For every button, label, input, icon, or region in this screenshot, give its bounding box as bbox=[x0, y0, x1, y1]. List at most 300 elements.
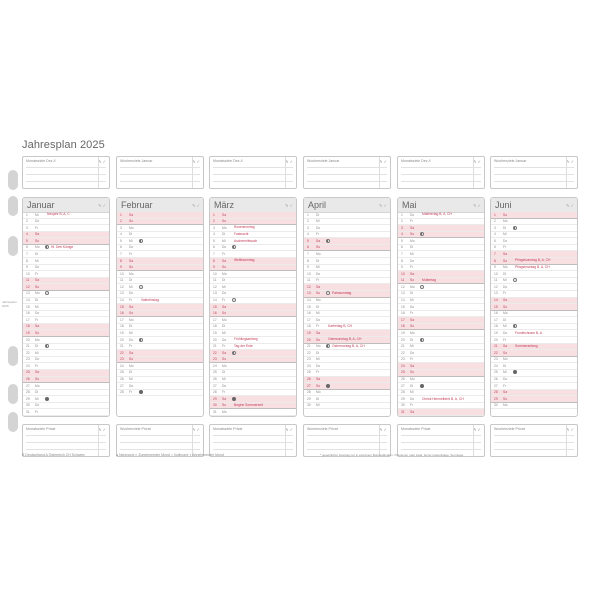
day-row[interactable] bbox=[23, 245, 109, 252]
day-row[interactable] bbox=[398, 337, 484, 344]
day-row[interactable] bbox=[304, 363, 390, 370]
day-row[interactable] bbox=[398, 284, 484, 291]
day-row[interactable] bbox=[398, 225, 484, 232]
day-number: 22 bbox=[307, 350, 311, 355]
day-row[interactable] bbox=[398, 311, 484, 318]
weekday-abbr: Do bbox=[35, 403, 40, 408]
day-row[interactable] bbox=[117, 219, 203, 226]
day-row[interactable] bbox=[23, 284, 109, 291]
day-row[interactable] bbox=[210, 225, 296, 232]
day-number: 15 bbox=[401, 304, 405, 309]
writing-line bbox=[401, 449, 481, 450]
day-row[interactable] bbox=[117, 337, 203, 344]
side-note: Jahresplan 2025 bbox=[2, 300, 17, 308]
day-number: 13 bbox=[307, 291, 311, 296]
day-row[interactable] bbox=[304, 317, 390, 324]
day-row[interactable] bbox=[23, 377, 109, 384]
day-row[interactable] bbox=[304, 344, 390, 351]
month-column bbox=[209, 197, 297, 417]
weekday-abbr: Di bbox=[503, 225, 507, 230]
weekday-abbr: Sa bbox=[129, 258, 134, 263]
day-row[interactable] bbox=[398, 344, 484, 351]
day-number: 3 bbox=[120, 225, 122, 230]
day-row[interactable] bbox=[210, 271, 296, 278]
day-row[interactable] bbox=[210, 245, 296, 252]
binder-hole bbox=[8, 236, 18, 256]
day-row[interactable] bbox=[210, 409, 296, 416]
day-row[interactable] bbox=[398, 291, 484, 298]
goals-box-label: Monatsziele Privat bbox=[213, 427, 243, 431]
day-row[interactable] bbox=[491, 330, 577, 337]
day-row[interactable] bbox=[491, 271, 577, 278]
day-row[interactable] bbox=[117, 390, 203, 397]
day-number: 19 bbox=[120, 330, 124, 335]
day-row[interactable] bbox=[210, 258, 296, 265]
day-row[interactable] bbox=[210, 278, 296, 285]
day-number: 12 bbox=[120, 284, 124, 289]
day-row[interactable] bbox=[210, 377, 296, 384]
day-row[interactable] bbox=[304, 311, 390, 318]
day-row[interactable] bbox=[304, 245, 390, 252]
day-row[interactable] bbox=[117, 271, 203, 278]
day-row[interactable] bbox=[398, 396, 484, 403]
day-row[interactable] bbox=[23, 396, 109, 403]
weekday-abbr: Do bbox=[503, 330, 508, 335]
day-row[interactable] bbox=[398, 403, 484, 410]
day-row[interactable] bbox=[304, 370, 390, 377]
day-row[interactable] bbox=[398, 304, 484, 311]
day-row[interactable] bbox=[491, 337, 577, 344]
month-header bbox=[491, 198, 577, 213]
monthly-goals-box[interactable] bbox=[397, 156, 485, 189]
day-row[interactable] bbox=[398, 298, 484, 305]
weekday-abbr: Fr bbox=[503, 383, 507, 388]
weekday-abbr: Sa bbox=[410, 317, 415, 322]
day-row[interactable] bbox=[117, 258, 203, 265]
day-row[interactable] bbox=[117, 238, 203, 245]
weekday-abbr: Do bbox=[129, 245, 134, 250]
day-row[interactable] bbox=[210, 383, 296, 390]
writing-line bbox=[401, 174, 481, 175]
day-row[interactable] bbox=[491, 238, 577, 245]
holiday-label: Ostermontag B, A, CH bbox=[332, 343, 365, 348]
day-row[interactable] bbox=[210, 344, 296, 351]
day-row[interactable] bbox=[491, 265, 577, 272]
day-row[interactable] bbox=[398, 357, 484, 364]
day-row[interactable] bbox=[304, 357, 390, 364]
day-row[interactable] bbox=[117, 363, 203, 370]
day-row[interactable] bbox=[491, 278, 577, 285]
weekday-abbr: Fr bbox=[316, 232, 320, 237]
day-row[interactable] bbox=[23, 238, 109, 245]
day-row[interactable] bbox=[117, 278, 203, 285]
day-row[interactable] bbox=[491, 377, 577, 384]
day-row[interactable] bbox=[210, 350, 296, 357]
monthly-goals-box[interactable] bbox=[116, 156, 204, 189]
day-number: 16 bbox=[307, 311, 311, 316]
day-row[interactable] bbox=[117, 291, 203, 298]
day-row[interactable] bbox=[117, 311, 203, 318]
day-row[interactable] bbox=[117, 350, 203, 357]
weekday-abbr: So bbox=[35, 377, 40, 382]
day-row[interactable] bbox=[210, 357, 296, 364]
day-row[interactable] bbox=[491, 284, 577, 291]
day-number: 31 bbox=[213, 409, 217, 414]
day-row[interactable] bbox=[304, 271, 390, 278]
day-number: 24 bbox=[307, 363, 311, 368]
day-row[interactable] bbox=[304, 298, 390, 305]
moon-phase-icon bbox=[326, 291, 330, 295]
day-row[interactable] bbox=[398, 245, 484, 252]
day-number: 27 bbox=[213, 383, 217, 388]
day-row[interactable] bbox=[210, 337, 296, 344]
holiday-label: Christi Himmelfahrt B, A, CH bbox=[422, 396, 464, 401]
day-row[interactable] bbox=[117, 330, 203, 337]
day-row[interactable] bbox=[23, 219, 109, 226]
weekday-abbr: Fr bbox=[316, 370, 320, 375]
weekday-abbr: Fr bbox=[410, 265, 414, 270]
day-row[interactable] bbox=[304, 396, 390, 403]
private-goals-box[interactable] bbox=[490, 424, 578, 457]
day-row[interactable] bbox=[210, 370, 296, 377]
day-row[interactable] bbox=[398, 377, 484, 384]
monthly-goals-box[interactable] bbox=[490, 156, 578, 189]
moon-phase-icon bbox=[420, 285, 424, 289]
day-row[interactable] bbox=[23, 291, 109, 298]
moon-phase-icon bbox=[232, 351, 236, 355]
day-number: 28 bbox=[401, 390, 405, 395]
weekday-abbr: Mo bbox=[316, 298, 321, 303]
day-number: 1 bbox=[494, 212, 496, 217]
box-divider bbox=[98, 157, 99, 188]
day-row[interactable] bbox=[210, 403, 296, 410]
writing-line bbox=[26, 174, 106, 175]
day-row[interactable] bbox=[491, 232, 577, 239]
weekday-abbr: So bbox=[222, 311, 227, 316]
day-row[interactable] bbox=[304, 383, 390, 390]
day-row[interactable] bbox=[117, 377, 203, 384]
day-number: 11 bbox=[494, 278, 498, 283]
day-row[interactable] bbox=[23, 212, 109, 219]
day-number: 30 bbox=[307, 403, 311, 408]
moon-phase-icon bbox=[420, 384, 424, 388]
day-row[interactable] bbox=[210, 324, 296, 331]
day-row[interactable] bbox=[304, 225, 390, 232]
day-row[interactable] bbox=[491, 311, 577, 318]
writing-line bbox=[307, 181, 387, 182]
day-row[interactable] bbox=[23, 298, 109, 305]
writing-line bbox=[401, 181, 481, 182]
weekday-abbr: So bbox=[410, 324, 415, 329]
day-number: 2 bbox=[494, 219, 496, 224]
day-row[interactable] bbox=[304, 265, 390, 272]
day-row[interactable] bbox=[23, 311, 109, 318]
day-row[interactable] bbox=[117, 324, 203, 331]
day-row[interactable] bbox=[23, 344, 109, 351]
day-row[interactable] bbox=[398, 383, 484, 390]
day-row[interactable] bbox=[117, 298, 203, 305]
day-row[interactable] bbox=[117, 245, 203, 252]
weekday-abbr: Sa bbox=[316, 238, 321, 243]
day-row[interactable] bbox=[23, 337, 109, 344]
day-row[interactable] bbox=[304, 330, 390, 337]
day-row[interactable] bbox=[210, 298, 296, 305]
month-column bbox=[303, 197, 391, 417]
day-row[interactable] bbox=[398, 238, 484, 245]
day-row[interactable] bbox=[210, 232, 296, 239]
day-row[interactable] bbox=[491, 212, 577, 219]
day-number: 11 bbox=[213, 278, 217, 283]
day-number: 28 bbox=[494, 390, 498, 395]
day-row[interactable] bbox=[210, 265, 296, 272]
day-row[interactable] bbox=[398, 350, 484, 357]
day-row[interactable] bbox=[491, 403, 577, 410]
day-row[interactable] bbox=[117, 317, 203, 324]
day-row[interactable] bbox=[398, 219, 484, 226]
month-column bbox=[490, 197, 578, 417]
moon-phase-icon bbox=[139, 390, 143, 394]
weekday-abbr: Do bbox=[35, 311, 40, 316]
day-row[interactable] bbox=[398, 251, 484, 258]
day-row[interactable] bbox=[210, 311, 296, 318]
day-row[interactable] bbox=[304, 304, 390, 311]
day-row[interactable] bbox=[491, 317, 577, 324]
moon-phase-icon bbox=[513, 278, 517, 282]
day-row[interactable] bbox=[304, 258, 390, 265]
day-row[interactable] bbox=[23, 409, 109, 416]
day-row[interactable] bbox=[210, 291, 296, 298]
day-row[interactable] bbox=[210, 251, 296, 258]
day-row[interactable] bbox=[398, 278, 484, 285]
weekday-abbr: So bbox=[316, 291, 321, 296]
day-row[interactable] bbox=[23, 330, 109, 337]
writing-line bbox=[307, 442, 387, 443]
day-row[interactable] bbox=[117, 344, 203, 351]
day-row[interactable] bbox=[304, 390, 390, 397]
weekday-abbr: Mo bbox=[222, 317, 227, 322]
day-number: 19 bbox=[401, 330, 405, 335]
day-row[interactable] bbox=[491, 258, 577, 265]
day-row[interactable] bbox=[491, 251, 577, 258]
day-row[interactable] bbox=[210, 390, 296, 397]
day-number: 8 bbox=[494, 258, 496, 263]
day-row[interactable] bbox=[398, 324, 484, 331]
goals-box-label: Wochenziele Privat bbox=[120, 427, 151, 431]
day-row[interactable] bbox=[304, 251, 390, 258]
day-number: 8 bbox=[401, 258, 403, 263]
weekday-abbr: Di bbox=[410, 291, 414, 296]
goals-box-label: Wochenziele Januar bbox=[307, 159, 340, 163]
day-row[interactable] bbox=[398, 258, 484, 265]
day-row[interactable] bbox=[23, 232, 109, 239]
day-row[interactable] bbox=[398, 370, 484, 377]
day-row[interactable] bbox=[23, 350, 109, 357]
weekday-abbr: So bbox=[316, 245, 321, 250]
day-row[interactable] bbox=[304, 350, 390, 357]
day-row[interactable] bbox=[23, 370, 109, 377]
day-row[interactable] bbox=[117, 357, 203, 364]
day-row[interactable] bbox=[117, 265, 203, 272]
day-row[interactable] bbox=[304, 238, 390, 245]
day-row[interactable] bbox=[491, 344, 577, 351]
day-row[interactable] bbox=[304, 337, 390, 344]
day-row[interactable] bbox=[210, 317, 296, 324]
day-row[interactable] bbox=[398, 271, 484, 278]
day-row[interactable] bbox=[210, 284, 296, 291]
day-row[interactable] bbox=[491, 291, 577, 298]
day-row[interactable] bbox=[304, 377, 390, 384]
day-number: 18 bbox=[26, 324, 30, 329]
moon-phase-icon bbox=[420, 232, 424, 236]
day-row[interactable] bbox=[117, 370, 203, 377]
day-row[interactable] bbox=[304, 219, 390, 226]
day-row[interactable] bbox=[398, 330, 484, 337]
day-number: 28 bbox=[307, 390, 311, 395]
day-row[interactable] bbox=[398, 390, 484, 397]
day-row[interactable] bbox=[304, 403, 390, 410]
day-row[interactable] bbox=[304, 278, 390, 285]
day-row[interactable] bbox=[304, 284, 390, 291]
day-row[interactable] bbox=[398, 265, 484, 272]
monthly-goals-box[interactable] bbox=[303, 156, 391, 189]
day-row[interactable] bbox=[398, 232, 484, 239]
day-row[interactable] bbox=[210, 219, 296, 226]
day-row[interactable] bbox=[491, 370, 577, 377]
day-row[interactable] bbox=[491, 245, 577, 252]
weekday-abbr: Do bbox=[410, 350, 415, 355]
day-row[interactable] bbox=[491, 324, 577, 331]
weekday-abbr: Mo bbox=[503, 265, 508, 270]
day-row[interactable] bbox=[23, 304, 109, 311]
day-row[interactable] bbox=[398, 317, 484, 324]
weekday-abbr: Fr bbox=[503, 291, 507, 296]
day-row[interactable] bbox=[491, 304, 577, 311]
day-row[interactable] bbox=[491, 390, 577, 397]
weekday-abbr: Do bbox=[129, 291, 134, 296]
day-number: 26 bbox=[213, 377, 217, 382]
day-row[interactable] bbox=[304, 291, 390, 298]
day-number: 2 bbox=[401, 219, 403, 224]
day-row[interactable] bbox=[117, 304, 203, 311]
weekday-abbr: Di bbox=[410, 337, 414, 342]
day-row[interactable] bbox=[398, 212, 484, 219]
day-number: 19 bbox=[494, 330, 498, 335]
day-row[interactable] bbox=[210, 212, 296, 219]
day-row[interactable] bbox=[23, 383, 109, 390]
day-row[interactable] bbox=[23, 403, 109, 410]
day-number: 22 bbox=[26, 350, 30, 355]
day-row[interactable] bbox=[491, 383, 577, 390]
day-row[interactable] bbox=[210, 238, 296, 245]
weekday-abbr: So bbox=[222, 265, 227, 270]
moon-phase-icon bbox=[139, 285, 143, 289]
day-row[interactable] bbox=[23, 265, 109, 272]
day-number: 16 bbox=[26, 311, 30, 316]
day-row[interactable] bbox=[23, 357, 109, 364]
day-number: 20 bbox=[494, 337, 498, 342]
month-name: Mai bbox=[402, 200, 417, 210]
day-number: 21 bbox=[401, 344, 405, 349]
moon-phase-icon bbox=[420, 338, 424, 342]
day-row[interactable] bbox=[117, 284, 203, 291]
weekday-abbr: Do bbox=[410, 212, 415, 217]
weekday-abbr: Fr bbox=[316, 278, 320, 283]
day-row[interactable] bbox=[23, 317, 109, 324]
day-number: 5 bbox=[213, 238, 215, 243]
writing-line bbox=[494, 449, 574, 450]
day-row[interactable] bbox=[117, 212, 203, 219]
day-row[interactable] bbox=[491, 396, 577, 403]
weekday-abbr: Mi bbox=[35, 350, 39, 355]
day-number: 22 bbox=[120, 350, 124, 355]
weekday-abbr: So bbox=[222, 357, 227, 362]
day-row[interactable] bbox=[23, 390, 109, 397]
holiday-label: Karfreitag B, CH bbox=[328, 324, 353, 329]
weekday-abbr: Do bbox=[222, 291, 227, 296]
weekday-abbr: Di bbox=[35, 298, 39, 303]
day-row[interactable] bbox=[491, 363, 577, 370]
weekday-abbr: Mo bbox=[129, 225, 134, 230]
day-row[interactable] bbox=[117, 225, 203, 232]
day-row[interactable] bbox=[304, 324, 390, 331]
weekday-abbr: Mo bbox=[222, 271, 227, 276]
weekday-abbr: Do bbox=[222, 245, 227, 250]
weekday-abbr: Do bbox=[222, 383, 227, 388]
day-row[interactable] bbox=[210, 396, 296, 403]
pencil-check-icon: ✎ ✓ bbox=[285, 427, 293, 432]
monthly-goals-box[interactable] bbox=[209, 156, 297, 189]
footer-legend-note: * gesetzlicher Feiertag nur in einzelnen Bundesländern / Kantonen oder lokal, ferner Gedenktage, Sonntage bbox=[320, 453, 464, 457]
weekday-abbr: So bbox=[129, 219, 134, 224]
day-number: 18 bbox=[120, 324, 124, 329]
day-number: 27 bbox=[494, 383, 498, 388]
day-row[interactable] bbox=[210, 330, 296, 337]
day-row[interactable] bbox=[398, 363, 484, 370]
day-row[interactable] bbox=[23, 271, 109, 278]
day-row[interactable] bbox=[23, 324, 109, 331]
day-row[interactable] bbox=[210, 304, 296, 311]
day-row[interactable] bbox=[398, 409, 484, 416]
writing-line bbox=[307, 435, 387, 436]
day-number: 27 bbox=[307, 383, 311, 388]
holiday-label: Tag der Erde bbox=[234, 343, 253, 348]
month-name: Januar bbox=[27, 200, 55, 210]
holiday-label: Fronleichnam B, A bbox=[515, 330, 542, 335]
monthly-goals-box[interactable] bbox=[22, 156, 110, 189]
day-row[interactable] bbox=[23, 251, 109, 258]
day-row[interactable] bbox=[117, 383, 203, 390]
day-row[interactable] bbox=[210, 363, 296, 370]
day-row[interactable] bbox=[491, 357, 577, 364]
weekday-abbr: Sa bbox=[410, 225, 415, 230]
day-row[interactable] bbox=[23, 258, 109, 265]
weekday-abbr: Sa bbox=[410, 409, 415, 414]
weekday-abbr: Sa bbox=[35, 232, 40, 237]
weekday-abbr: Di bbox=[316, 350, 320, 355]
weekday-abbr: Mo bbox=[316, 251, 321, 256]
day-row[interactable] bbox=[304, 212, 390, 219]
day-row[interactable] bbox=[304, 232, 390, 239]
day-row[interactable] bbox=[117, 232, 203, 239]
day-row[interactable] bbox=[491, 225, 577, 232]
day-row[interactable] bbox=[117, 251, 203, 258]
day-row[interactable] bbox=[23, 225, 109, 232]
day-row[interactable] bbox=[23, 278, 109, 285]
day-row[interactable] bbox=[491, 219, 577, 226]
day-row[interactable] bbox=[491, 350, 577, 357]
day-row[interactable] bbox=[491, 298, 577, 305]
day-row[interactable] bbox=[23, 363, 109, 370]
